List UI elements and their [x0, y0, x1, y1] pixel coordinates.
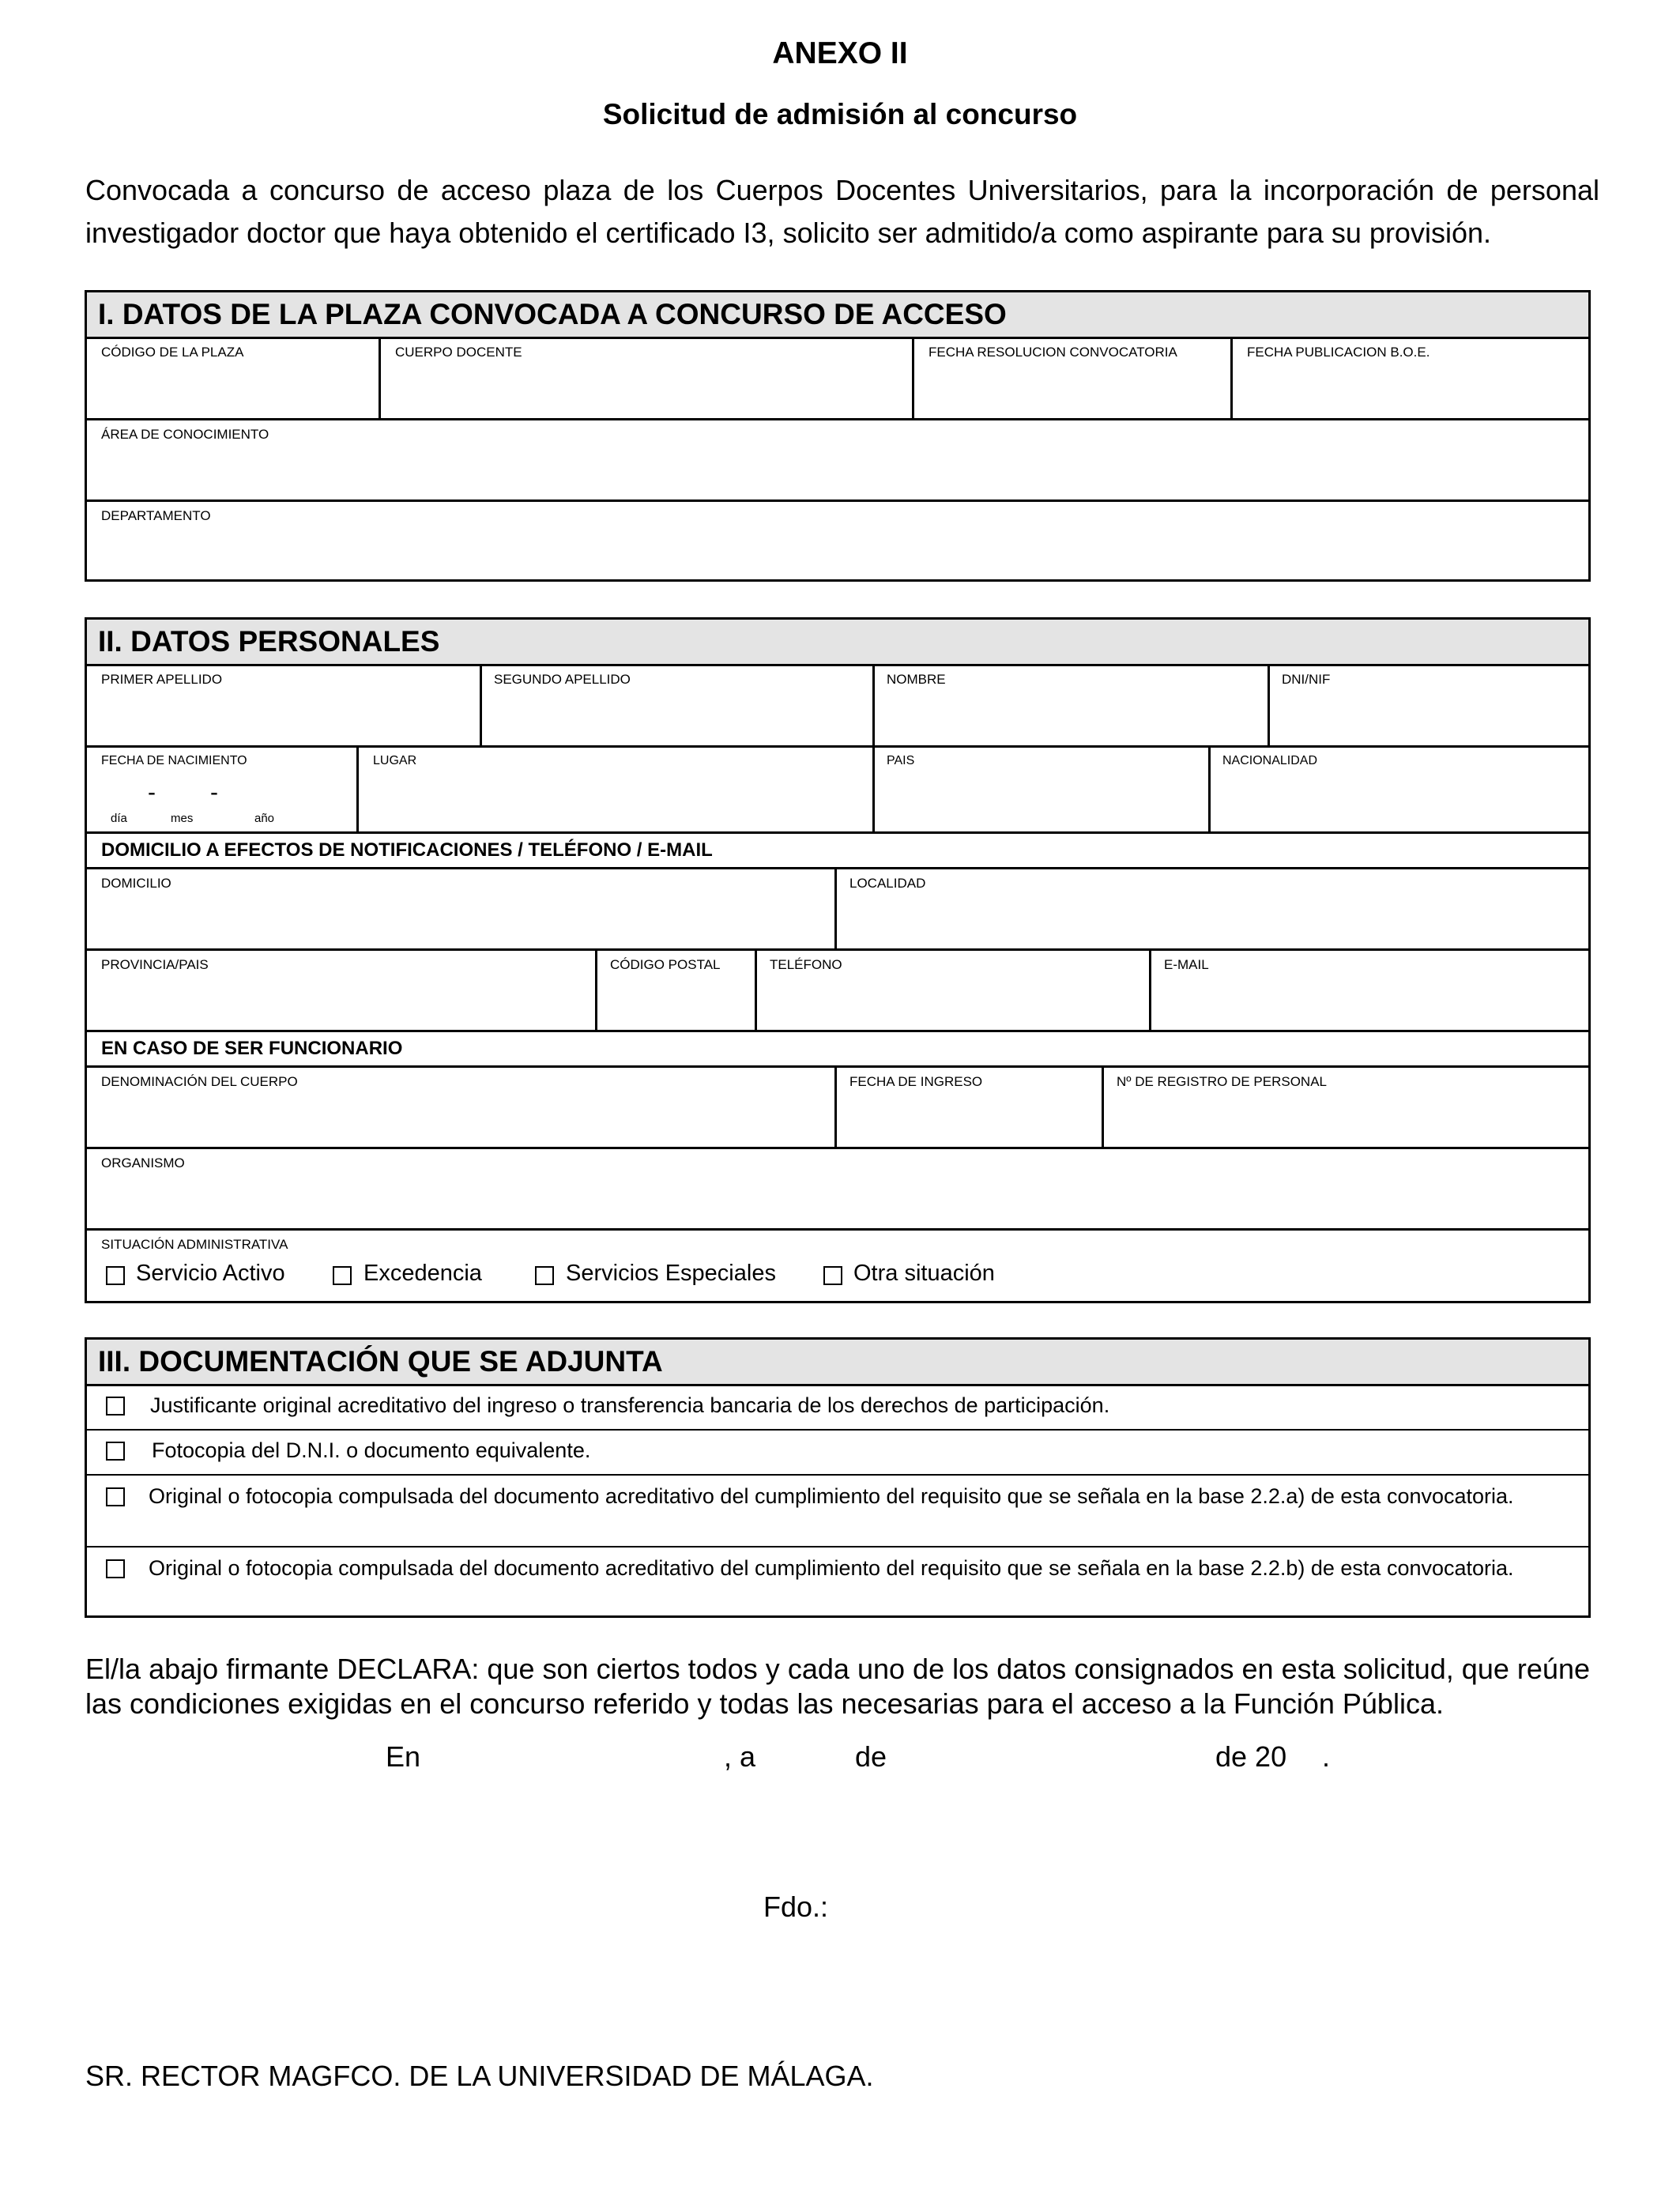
primer-apellido-label: PRIMER APELLIDO: [101, 672, 223, 687]
year-field[interactable]: [1292, 1739, 1324, 1775]
telefono-field[interactable]: [759, 976, 1146, 1027]
fecha-ingreso-field[interactable]: [839, 1093, 1098, 1144]
codigo-postal-label: CÓDIGO POSTAL: [610, 957, 721, 972]
otra-situacion-label: Otra situación: [853, 1261, 995, 1286]
denominacion-cuerpo-field[interactable]: [89, 1093, 831, 1144]
fecha-resolucion-field[interactable]: [917, 364, 1227, 415]
section-plaza: [85, 290, 1591, 582]
segundo-apellido-label: SEGUNDO APELLIDO: [494, 672, 631, 687]
cuerpo-docente-label: CUERPO DOCENTE: [395, 345, 522, 360]
doc-requisito-a-checkbox[interactable]: [106, 1487, 125, 1506]
form-title: Solicitud de admisión al concurso: [602, 98, 1078, 130]
domicilio-label: DOMICILIO: [101, 876, 171, 891]
date-separator: -: [148, 779, 156, 805]
section-plaza-title: I. DATOS DE LA PLAZA CONVOCADA A CONCURSO DE ACCESO: [87, 292, 1588, 339]
segundo-apellido-field[interactable]: [484, 691, 870, 742]
day-field[interactable]: [767, 1739, 853, 1775]
place-prefix: En: [386, 1740, 421, 1773]
organismo-label: ORGANISMO: [101, 1155, 185, 1171]
signature-label: Fdo.:: [763, 1891, 829, 1923]
fecha-resolucion-label: FECHA RESOLUCION CONVOCATORIA: [929, 345, 1177, 360]
codigo-plaza-label: CÓDIGO DE LA PLAZA: [101, 345, 244, 360]
localidad-label: LOCALIDAD: [849, 876, 926, 891]
situacion-administrativa-label: SITUACIÓN ADMINISTRATIVA: [101, 1237, 288, 1252]
organismo-field[interactable]: [89, 1174, 1583, 1225]
year-prefix: de 20: [1215, 1740, 1287, 1773]
declaration-paragraph: El/la abajo firmante DECLARA: que son ciertos todos y cada uno de los datos consignados en esta solicitud, que reúne las condiciones exigidas en el concurso referido y todas las necesarias para el acceso a la Función Pública.: [85, 1653, 1590, 1720]
doc-dni-checkbox[interactable]: [106, 1442, 125, 1461]
servicio-activo-label: Servicio Activo: [136, 1261, 285, 1286]
domicilio-field[interactable]: [89, 895, 831, 945]
dni-field[interactable]: [1272, 691, 1583, 742]
nacionalidad-field[interactable]: [1213, 773, 1583, 828]
departamento-label: DEPARTAMENTO: [101, 508, 211, 523]
signature-field[interactable]: [838, 1881, 1233, 1928]
section-documentacion: [85, 1337, 1591, 1618]
section-datos-personales-title: II. DATOS PERSONALES: [87, 620, 1588, 666]
provincia-field[interactable]: [89, 976, 592, 1027]
registro-personal-field[interactable]: [1106, 1093, 1583, 1144]
denominacion-cuerpo-label: DENOMINACIÓN DEL CUERPO: [101, 1074, 298, 1089]
doc-requisito-b-checkbox[interactable]: [106, 1559, 125, 1578]
domicilio-section-header: DOMICILIO A EFECTOS DE NOTIFICACIONES / TELÉFONO / E-MAIL: [101, 839, 713, 861]
doc-justificante-label: Justificante original acreditativo del ingreso o transferencia bancaria de los derechos de participación.: [150, 1393, 1110, 1417]
fecha-publicacion-field[interactable]: [1235, 364, 1583, 415]
intro-paragraph: Convocada a concurso de acceso plaza de los Cuerpos Docentes Universitarios, para la incorporación de personal investigador doctor que haya obtenido el certificado I3, solicito ser admitido/a como aspirante para su provisión.: [85, 174, 1599, 249]
fecha-nacimiento-label: FECHA DE NACIMIENTO: [101, 754, 247, 767]
excedencia-checkbox[interactable]: [333, 1266, 352, 1285]
nombre-field[interactable]: [877, 691, 1264, 742]
area-conocimiento-field[interactable]: [89, 446, 1583, 497]
doc-requisito-b-label: Original o fotocopia compulsada del documento acreditativo del cumplimiento del requisito que se señala en la base 2.2.b) de esta convocatoria.: [149, 1556, 1514, 1580]
primer-apellido-field[interactable]: [89, 691, 477, 742]
lugar-field[interactable]: [361, 773, 869, 828]
day-prefix: , a: [724, 1740, 756, 1773]
email-field[interactable]: [1154, 976, 1583, 1027]
anio-label: año: [254, 812, 275, 825]
fecha-nacimiento-field[interactable]: [89, 773, 353, 811]
email-label: E-MAIL: [1164, 957, 1209, 972]
section-datos-personales: [85, 617, 1591, 1303]
fecha-publicacion-label: FECHA PUBLICACION B.O.E.: [1247, 345, 1430, 360]
month-field[interactable]: [901, 1739, 1209, 1775]
nombre-label: NOMBRE: [887, 672, 946, 687]
departamento-field[interactable]: [89, 527, 1583, 575]
otra-situacion-checkbox[interactable]: [823, 1266, 842, 1285]
dni-label: DNI/NIF: [1282, 672, 1331, 687]
registro-personal-label: Nº DE REGISTRO DE PERSONAL: [1117, 1074, 1327, 1089]
cuerpo-docente-field[interactable]: [383, 364, 909, 415]
month-prefix: de: [855, 1740, 887, 1773]
excedencia-label: Excedencia: [363, 1261, 482, 1286]
servicios-especiales-checkbox[interactable]: [535, 1266, 554, 1285]
dia-label: día: [111, 812, 127, 825]
doc-requisito-a-label: Original o fotocopia compulsada del documento acreditativo del cumplimiento del requisito que se señala en la base 2.2.a) de esta convocatoria.: [149, 1484, 1514, 1508]
pais-label: PAIS: [887, 754, 915, 767]
annex-title: ANEXO II: [772, 36, 908, 70]
doc-dni-label: Fotocopia del D.N.I. o documento equivalente.: [152, 1438, 591, 1462]
addressee: SR. RECTOR MAGFCO. DE LA UNIVERSIDAD DE MÁLAGA.: [85, 2060, 874, 2092]
doc-justificante-checkbox[interactable]: [106, 1397, 125, 1416]
date-period: .: [1322, 1740, 1331, 1773]
area-conocimiento-label: ÁREA DE CONOCIMIENTO: [101, 427, 269, 442]
localidad-field[interactable]: [839, 895, 1583, 945]
nacionalidad-label: NACIONALIDAD: [1222, 754, 1318, 767]
mes-label: mes: [171, 812, 194, 825]
servicio-activo-checkbox[interactable]: [106, 1266, 125, 1285]
section-documentacion-title: III. DOCUMENTACIÓN QUE SE ADJUNTA: [87, 1340, 1588, 1386]
funcionario-section-header: EN CASO DE SER FUNCIONARIO: [101, 1038, 403, 1059]
lugar-label: LUGAR: [373, 754, 417, 767]
provincia-label: PROVINCIA/PAIS: [101, 957, 209, 972]
date-separator: -: [210, 779, 218, 805]
fecha-ingreso-label: FECHA DE INGRESO: [849, 1074, 983, 1089]
codigo-plaza-field[interactable]: [89, 364, 374, 415]
place-field[interactable]: [431, 1739, 715, 1775]
codigo-postal-field[interactable]: [600, 976, 751, 1027]
telefono-label: TELÉFONO: [770, 957, 842, 972]
pais-field[interactable]: [877, 773, 1205, 828]
servicios-especiales-label: Servicios Especiales: [566, 1261, 776, 1286]
